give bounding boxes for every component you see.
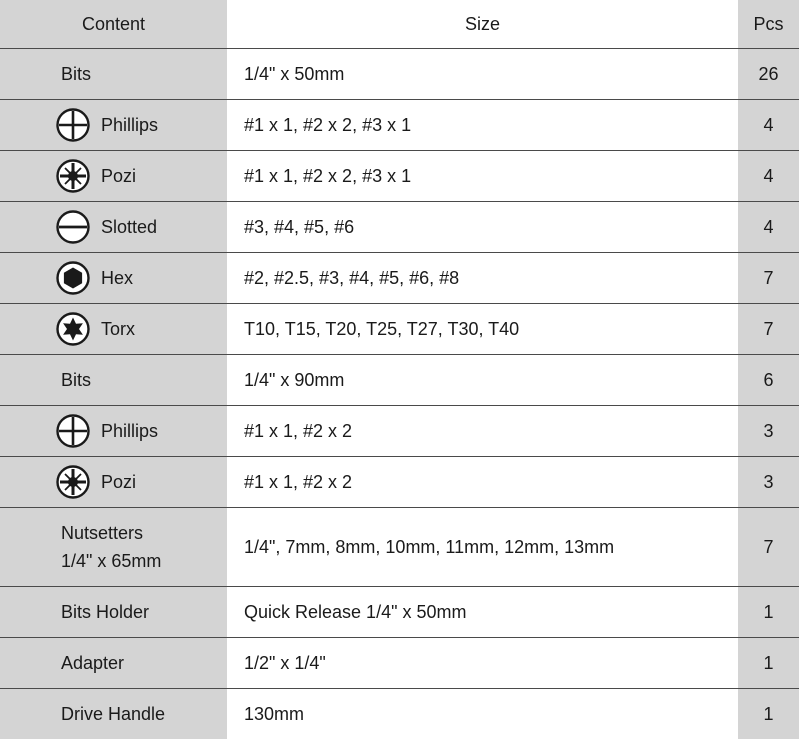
header-pcs: Pcs bbox=[738, 0, 799, 49]
header-size: Size bbox=[227, 0, 738, 49]
table-row bbox=[0, 457, 799, 508]
content-cell bbox=[0, 253, 227, 304]
content-label: Phillips bbox=[101, 115, 158, 136]
hex-icon bbox=[56, 261, 90, 295]
content-label: Torx bbox=[101, 319, 135, 340]
table-row bbox=[0, 355, 799, 406]
content-cell: Adapter bbox=[0, 638, 227, 689]
pcs-cell: 3 bbox=[738, 457, 799, 508]
size-cell: 130mm bbox=[227, 689, 738, 739]
size-cell: #3, #4, #5, #6 bbox=[227, 202, 738, 253]
content-cell bbox=[0, 406, 227, 457]
table-row bbox=[0, 689, 799, 739]
table-row bbox=[0, 100, 799, 151]
content-cell bbox=[0, 202, 227, 253]
pcs-cell: 7 bbox=[738, 304, 799, 355]
size-cell: 1/2" x 1/4" bbox=[227, 638, 738, 689]
table-row bbox=[0, 587, 799, 638]
content-cell: Bits bbox=[0, 355, 227, 406]
phillips-icon bbox=[56, 108, 90, 142]
content-label: Hex bbox=[101, 268, 133, 289]
pcs-cell: 1 bbox=[738, 638, 799, 689]
pcs-cell: 4 bbox=[738, 202, 799, 253]
content-cell bbox=[0, 151, 227, 202]
table-row bbox=[0, 304, 799, 355]
size-cell: #1 x 1, #2 x 2, #3 x 1 bbox=[227, 100, 738, 151]
table-row bbox=[0, 253, 799, 304]
content-cell bbox=[0, 100, 227, 151]
size-cell: 1/4" x 90mm bbox=[227, 355, 738, 406]
table-row bbox=[0, 638, 799, 689]
torx-icon bbox=[56, 312, 90, 346]
pozi-icon bbox=[56, 465, 90, 499]
size-cell: #1 x 1, #2 x 2 bbox=[227, 406, 738, 457]
size-cell: Quick Release 1/4" x 50mm bbox=[227, 587, 738, 638]
size-cell: #1 x 1, #2 x 2 bbox=[227, 457, 738, 508]
size-cell: T10, T15, T20, T25, T27, T30, T40 bbox=[227, 304, 738, 355]
content-label-line-2: 1/4" x 65mm bbox=[61, 547, 227, 575]
pcs-cell: 1 bbox=[738, 689, 799, 739]
content-cell bbox=[0, 508, 227, 587]
pcs-cell: 26 bbox=[738, 49, 799, 100]
pcs-cell: 6 bbox=[738, 355, 799, 406]
phillips-icon bbox=[56, 414, 90, 448]
table-row bbox=[0, 202, 799, 253]
table-row bbox=[0, 151, 799, 202]
table-row bbox=[0, 508, 799, 587]
pcs-cell: 4 bbox=[738, 151, 799, 202]
header-row bbox=[0, 0, 799, 49]
pcs-cell: 4 bbox=[738, 100, 799, 151]
pcs-cell: 7 bbox=[738, 508, 799, 587]
pcs-cell: 7 bbox=[738, 253, 799, 304]
content-label-line-1: Nutsetters bbox=[61, 519, 227, 547]
size-cell: 1/4", 7mm, 8mm, 10mm, 11mm, 12mm, 13mm bbox=[227, 508, 738, 587]
content-label: Phillips bbox=[101, 421, 158, 442]
size-cell: #1 x 1, #2 x 2, #3 x 1 bbox=[227, 151, 738, 202]
content-cell bbox=[0, 457, 227, 508]
content-label: Slotted bbox=[101, 217, 157, 238]
pcs-cell: 3 bbox=[738, 406, 799, 457]
table-row bbox=[0, 49, 799, 100]
header-content: Content bbox=[0, 0, 227, 49]
size-cell: #2, #2.5, #3, #4, #5, #6, #8 bbox=[227, 253, 738, 304]
content-label: Pozi bbox=[101, 472, 136, 493]
slotted-icon bbox=[56, 210, 90, 244]
content-label: Pozi bbox=[101, 166, 136, 187]
content-cell: Bits Holder bbox=[0, 587, 227, 638]
pozi-icon bbox=[56, 159, 90, 193]
table-row bbox=[0, 406, 799, 457]
content-cell bbox=[0, 304, 227, 355]
content-cell: Bits bbox=[0, 49, 227, 100]
content-cell: Drive Handle bbox=[0, 689, 227, 739]
pcs-cell: 1 bbox=[738, 587, 799, 638]
size-cell: 1/4" x 50mm bbox=[227, 49, 738, 100]
